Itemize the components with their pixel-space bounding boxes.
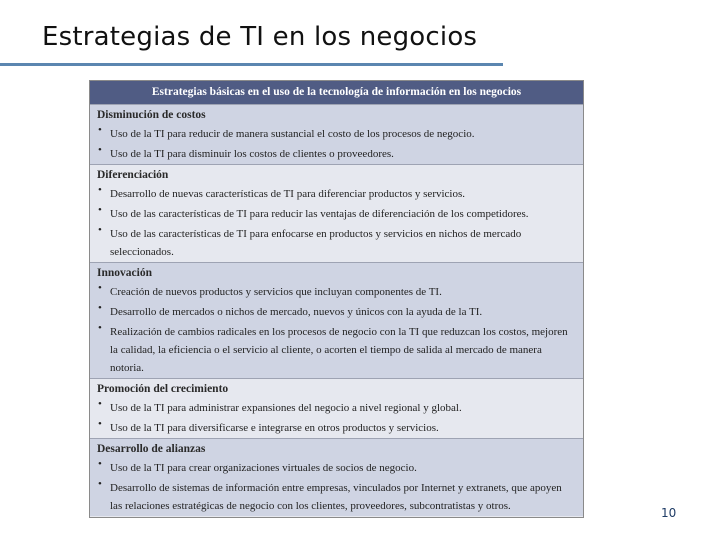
bullet-icon: • — [98, 478, 102, 490]
bullet-icon: • — [98, 144, 102, 156]
bullet-icon: • — [98, 224, 102, 236]
strategies-table — [89, 80, 584, 518]
section-cost-reduction — [90, 104, 583, 164]
bullet-icon: • — [98, 302, 102, 314]
list-item: • Creación de nuevos productos y servicios que incluyan componentes de TI. — [98, 282, 442, 298]
section-innovation — [90, 262, 583, 378]
bullet-icon: • — [98, 458, 102, 470]
list-item: • Uso de las características de TI para reducir las ventajas de diferenciación de los competidores. — [98, 204, 529, 220]
title-underline — [0, 63, 503, 66]
bullet-icon: • — [98, 204, 102, 216]
table-header: Estrategias básicas en el uso de la tecnología de información en los negocios — [90, 81, 583, 104]
page-number: 10 — [661, 506, 677, 520]
bullet-icon: • — [98, 184, 102, 196]
section-title: Diferenciación — [97, 169, 169, 181]
list-item: • Realización de cambios radicales en los procesos de negocio con la TI que reduzcan los costos, mejoren la calidad, la eficiencia o el servicio al cliente, o acorten el tiempo de salida al mercado de manera notoria. — [98, 322, 568, 374]
bullet-icon: • — [98, 398, 102, 410]
bullet-icon: • — [98, 322, 102, 334]
bullet-icon: • — [98, 124, 102, 136]
section-title: Innovación — [97, 267, 152, 279]
section-title: Promoción del crecimiento — [97, 383, 229, 395]
list-item: • Uso de la TI para reducir de manera sustancial el costo de los procesos de negocio. — [98, 124, 475, 140]
list-item: • Desarrollo de mercados o nichos de mercado, nuevos y únicos con la ayuda de la TI. — [98, 302, 483, 318]
section-title: Disminución de costos — [97, 109, 206, 121]
list-item: • Desarrollo de sistemas de información entre empresas, vinculados por Internet y extranets, que apoyen las relaciones estratégicas de negocio con los clientes, proveedores, subcontratistas y otros. — [98, 478, 562, 512]
section-title: Desarrollo de alianzas — [97, 443, 206, 455]
list-item: • Uso de las características de TI para enfocarse en productos y servicios en nichos de mercado seleccionados. — [98, 224, 522, 258]
section-differentiation — [90, 164, 583, 262]
section-growth — [90, 378, 583, 438]
slide-title: Estrategias de TI en los negocios — [42, 22, 478, 52]
list-item: • Desarrollo de nuevas características de TI para diferenciar productos y servicios. — [98, 184, 466, 200]
section-alliances — [90, 438, 583, 516]
list-item: • Uso de la TI para administrar expansiones del negocio a nivel regional y global. — [98, 398, 462, 414]
list-item: • Uso de la TI para diversificarse e integrarse en otros productos y servicios. — [98, 418, 439, 434]
list-item: • Uso de la TI para disminuir los costos de clientes o proveedores. — [98, 144, 394, 160]
bullet-icon: • — [98, 418, 102, 430]
bullet-icon: • — [98, 282, 102, 294]
list-item: • Uso de la TI para crear organizaciones virtuales de socios de negocio. — [98, 458, 417, 474]
